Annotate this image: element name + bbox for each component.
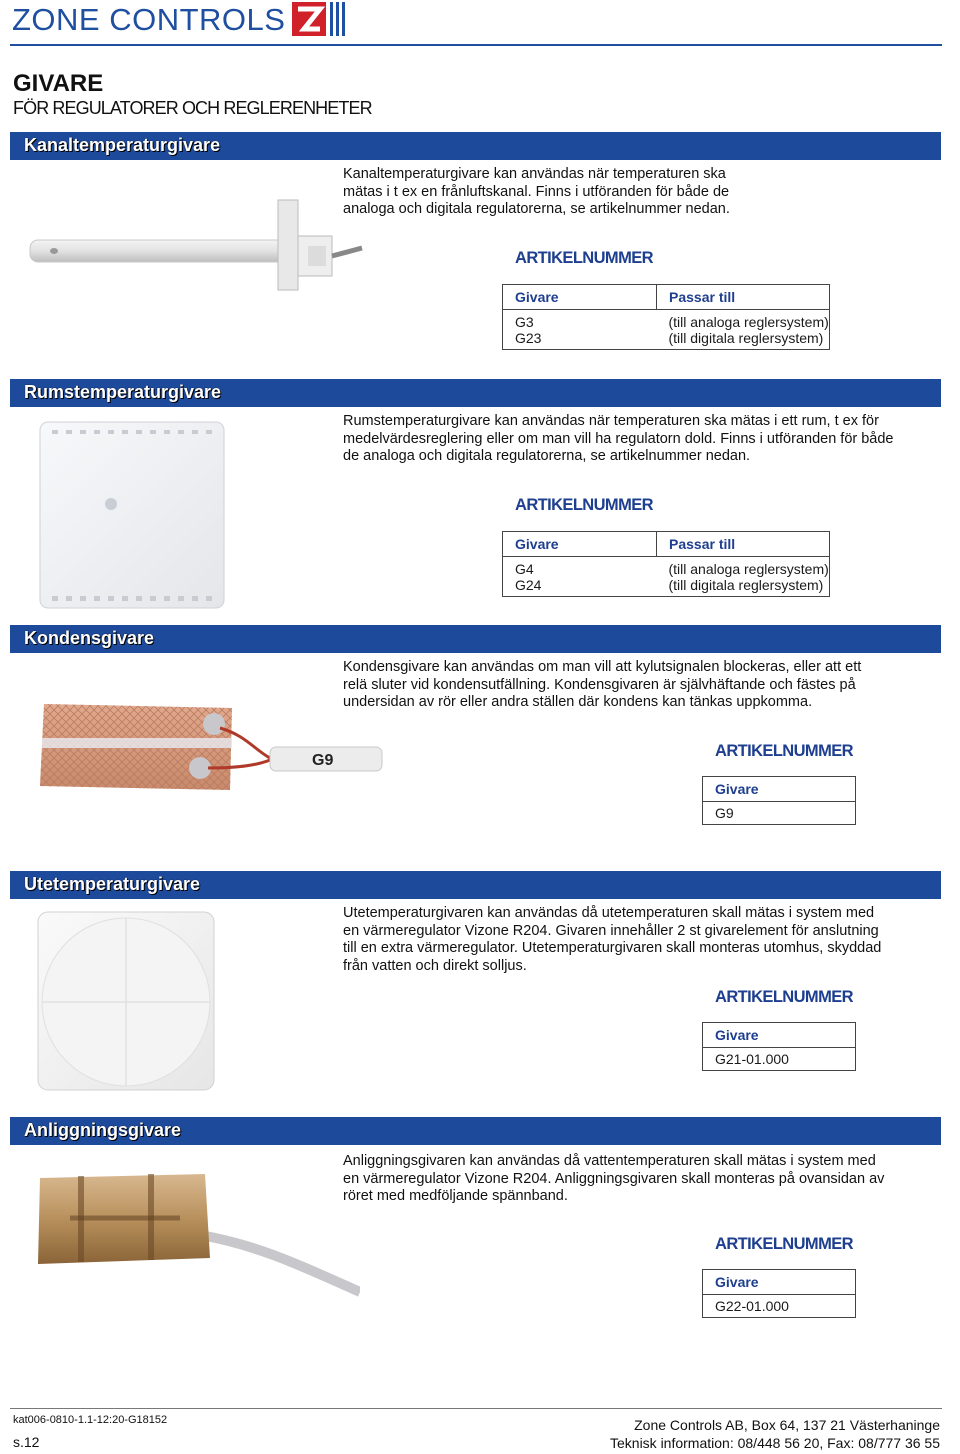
contact-info: Teknisk information: 08/448 56 20, Fax: 08/777 36 55 [610, 1435, 940, 1451]
column-header-passar: Passar till [657, 285, 830, 310]
section-description-rum: Rumstemperaturgivare kan användas när temperaturen ska mätas i ett rum, t ex för medelvärdesreglering eller om man vill ha regulatorn dold. Finns i utföranden för både de analoga och digitala regulatorerna, se artikelnummer nedan. [343, 413, 894, 465]
section-description-ute: Utetemperaturgivaren kan användas då utetemperaturen skall mätas i system med en värmeregulator Vizone R204. Givaren innehåller 2 st givarelement för anslutning till en extra värmeregulator. Utetemperaturgivaren skall monteras utomhus, skyddad från vatten och direkt solljus. [343, 905, 882, 975]
section-header-rum: Rumstemperaturgivare [10, 379, 941, 407]
table-cell-givare: G4 [515, 561, 534, 577]
section-header-ute: Utetemperaturgivare [10, 871, 941, 899]
section-description-anliggning: Anliggningsgivaren kan användas då vattentemperaturen skall mätas i system med en värmeregulator Vizone R204. Anliggningsgivaren skall monteras på ovansidan av röret med medföljande spännband. [343, 1153, 885, 1205]
table-cell-passar: (till analoga reglersystem) [668, 561, 829, 577]
table-cell-givare: G21-01.000 [715, 1051, 789, 1067]
artikel-table-ute [702, 1022, 856, 1071]
company-address: Zone Controls AB, Box 64, 137 21 Västerhaninge [634, 1417, 940, 1433]
artikel-heading-kondens: ARTIKELNUMMER [715, 742, 853, 760]
section-header-kondens: Kondensgivare [10, 625, 941, 653]
column-header-passar: Passar till [657, 532, 830, 557]
artikel-heading-kanal: ARTIKELNUMMER [515, 249, 653, 267]
page-title: GIVARE [13, 70, 104, 97]
column-header-givare: Givare [703, 777, 856, 802]
table-cell-passar: (till digitala reglersystem) [668, 330, 824, 346]
section-header-kanal: Kanaltemperaturgivare [10, 132, 941, 160]
artikel-table-kondens [702, 776, 856, 825]
table-cell-givare: G24 [515, 577, 542, 593]
artikel-heading-rum: ARTIKELNUMMER [515, 496, 653, 514]
table-cell-givare: G22-01.000 [715, 1298, 789, 1314]
artikel-table-anliggning [702, 1269, 856, 1318]
footer-divider [10, 1408, 942, 1409]
contact-sensor-image [30, 1160, 360, 1310]
brand-logo-mark [292, 2, 348, 36]
column-header-givare: Givare [703, 1023, 856, 1048]
header-divider [10, 44, 942, 46]
section-header-anliggning: Anliggningsgivare [10, 1117, 941, 1145]
table-cell-givare: G9 [715, 805, 734, 821]
table-cell-passar: (till analoga reglersystem) [668, 314, 829, 330]
page-subtitle: FÖR REGULATORER OCH REGLERENHETER [13, 98, 372, 118]
room-sensor-image [38, 420, 228, 612]
column-header-givare: Givare [503, 285, 657, 310]
condensation-sensor-image [30, 690, 390, 800]
artikel-heading-anliggning: ARTIKELNUMMER [715, 1235, 853, 1253]
g9-label: G9 [312, 752, 334, 769]
column-header-givare: Givare [703, 1270, 856, 1295]
column-header-givare: Givare [503, 532, 657, 557]
artikel-heading-ute: ARTIKELNUMMER [715, 988, 853, 1006]
artikel-table-kanal [502, 284, 830, 350]
brand-logo-text: ZONE CONTROLS [12, 2, 286, 37]
outdoor-sensor-image [36, 910, 216, 1094]
table-cell-passar: (till digitala reglersystem) [668, 577, 824, 593]
catalog-code: kat006-0810-1.1-12:20-G18152 [13, 1414, 168, 1426]
artikel-table-rum [502, 531, 830, 597]
table-cell-givare: G23 [515, 330, 542, 346]
duct-sensor-image [26, 196, 366, 296]
section-description-kanal: Kanaltemperaturgivare kan användas när temperaturen ska mätas i t ex en frånluftskanal. Finns i utföranden för både de analoga och digitala regulatorerna, se artikelnummer nedan. [343, 166, 730, 218]
section-description-kondens: Kondensgivare kan användas om man vill att kylutsignalen blockeras, eller att ett relä sluter vid kondensutfällning. Kondensgivaren är självhäftande och fästes på undersidan av rör eller andra ställen där kondens kan tänkas uppkomma. [343, 659, 862, 711]
table-cell-givare: G3 [515, 314, 534, 330]
page-number: s.12 [13, 1434, 40, 1450]
